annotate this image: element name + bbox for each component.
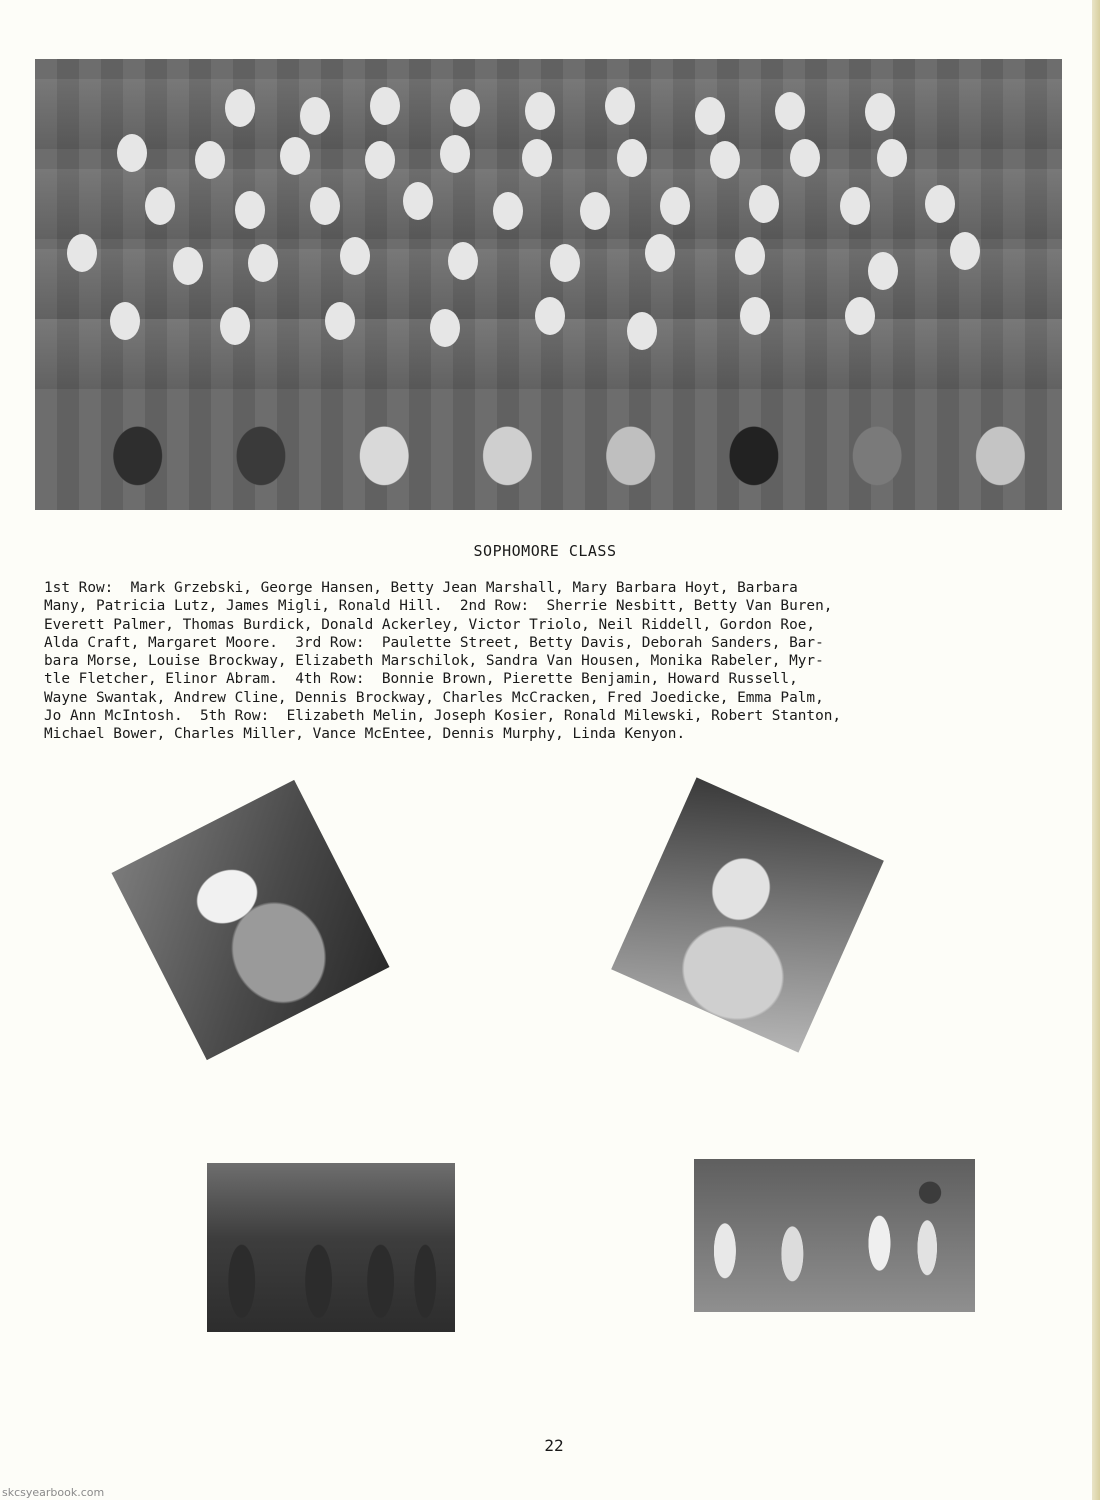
caption-body: [44, 579, 1044, 744]
watermark-text: skcsyearbook.com: [2, 1486, 105, 1499]
pillow-photo-right: [611, 777, 884, 1052]
caption-line: Everett Palmer, Thomas Burdick, Donald Ackerley, Victor Triolo, Neil Riddell, Gordon Roe,: [44, 616, 816, 633]
caption-line: Wayne Swantak, Andrew Cline, Dennis Brockway, Charles McCracken, Fred Joedicke, Emma Palm,: [44, 689, 824, 706]
caption-line: Michael Bower, Charles Miller, Vance McEntee, Dennis Murphy, Linda Kenyon.: [44, 726, 686, 743]
cheerleaders-photo: [207, 1163, 455, 1332]
caption-line: 1st Row: Mark Grzebski, George Hansen, Betty Jean Marshall, Mary Barbara Hoyt, Barbara: [44, 580, 798, 596]
pillow-photo-left: [112, 780, 390, 1060]
caption-line: Alda Craft, Margaret Moore. 3rd Row: Paulette Street, Betty Davis, Deborah Sanders, Bar-: [44, 634, 824, 651]
caption-line: tle Fletcher, Elinor Abram. 4th Row: Bonnie Brown, Pierette Benjamin, Howard Russell,: [44, 671, 798, 688]
caption-line: Many, Patricia Lutz, James Migli, Ronald Hill. 2nd Row: Sherrie Nesbitt, Betty Van Buren,: [44, 598, 833, 615]
basketball-photo: [694, 1159, 975, 1312]
caption-title: SOPHOMORE CLASS: [473, 542, 617, 560]
caption-line: bara Morse, Louise Brockway, Elizabeth Marschilok, Sandra Van Housen, Monika Rabeler, Myr-: [44, 653, 824, 670]
page-edge: [1092, 0, 1100, 1500]
class-group-photo: [35, 59, 1062, 510]
page-number: 22: [544, 1436, 564, 1455]
caption-line: Jo Ann McIntosh. 5th Row: Elizabeth Melin, Joseph Kosier, Ronald Milewski, Robert Stanton,: [44, 708, 842, 725]
